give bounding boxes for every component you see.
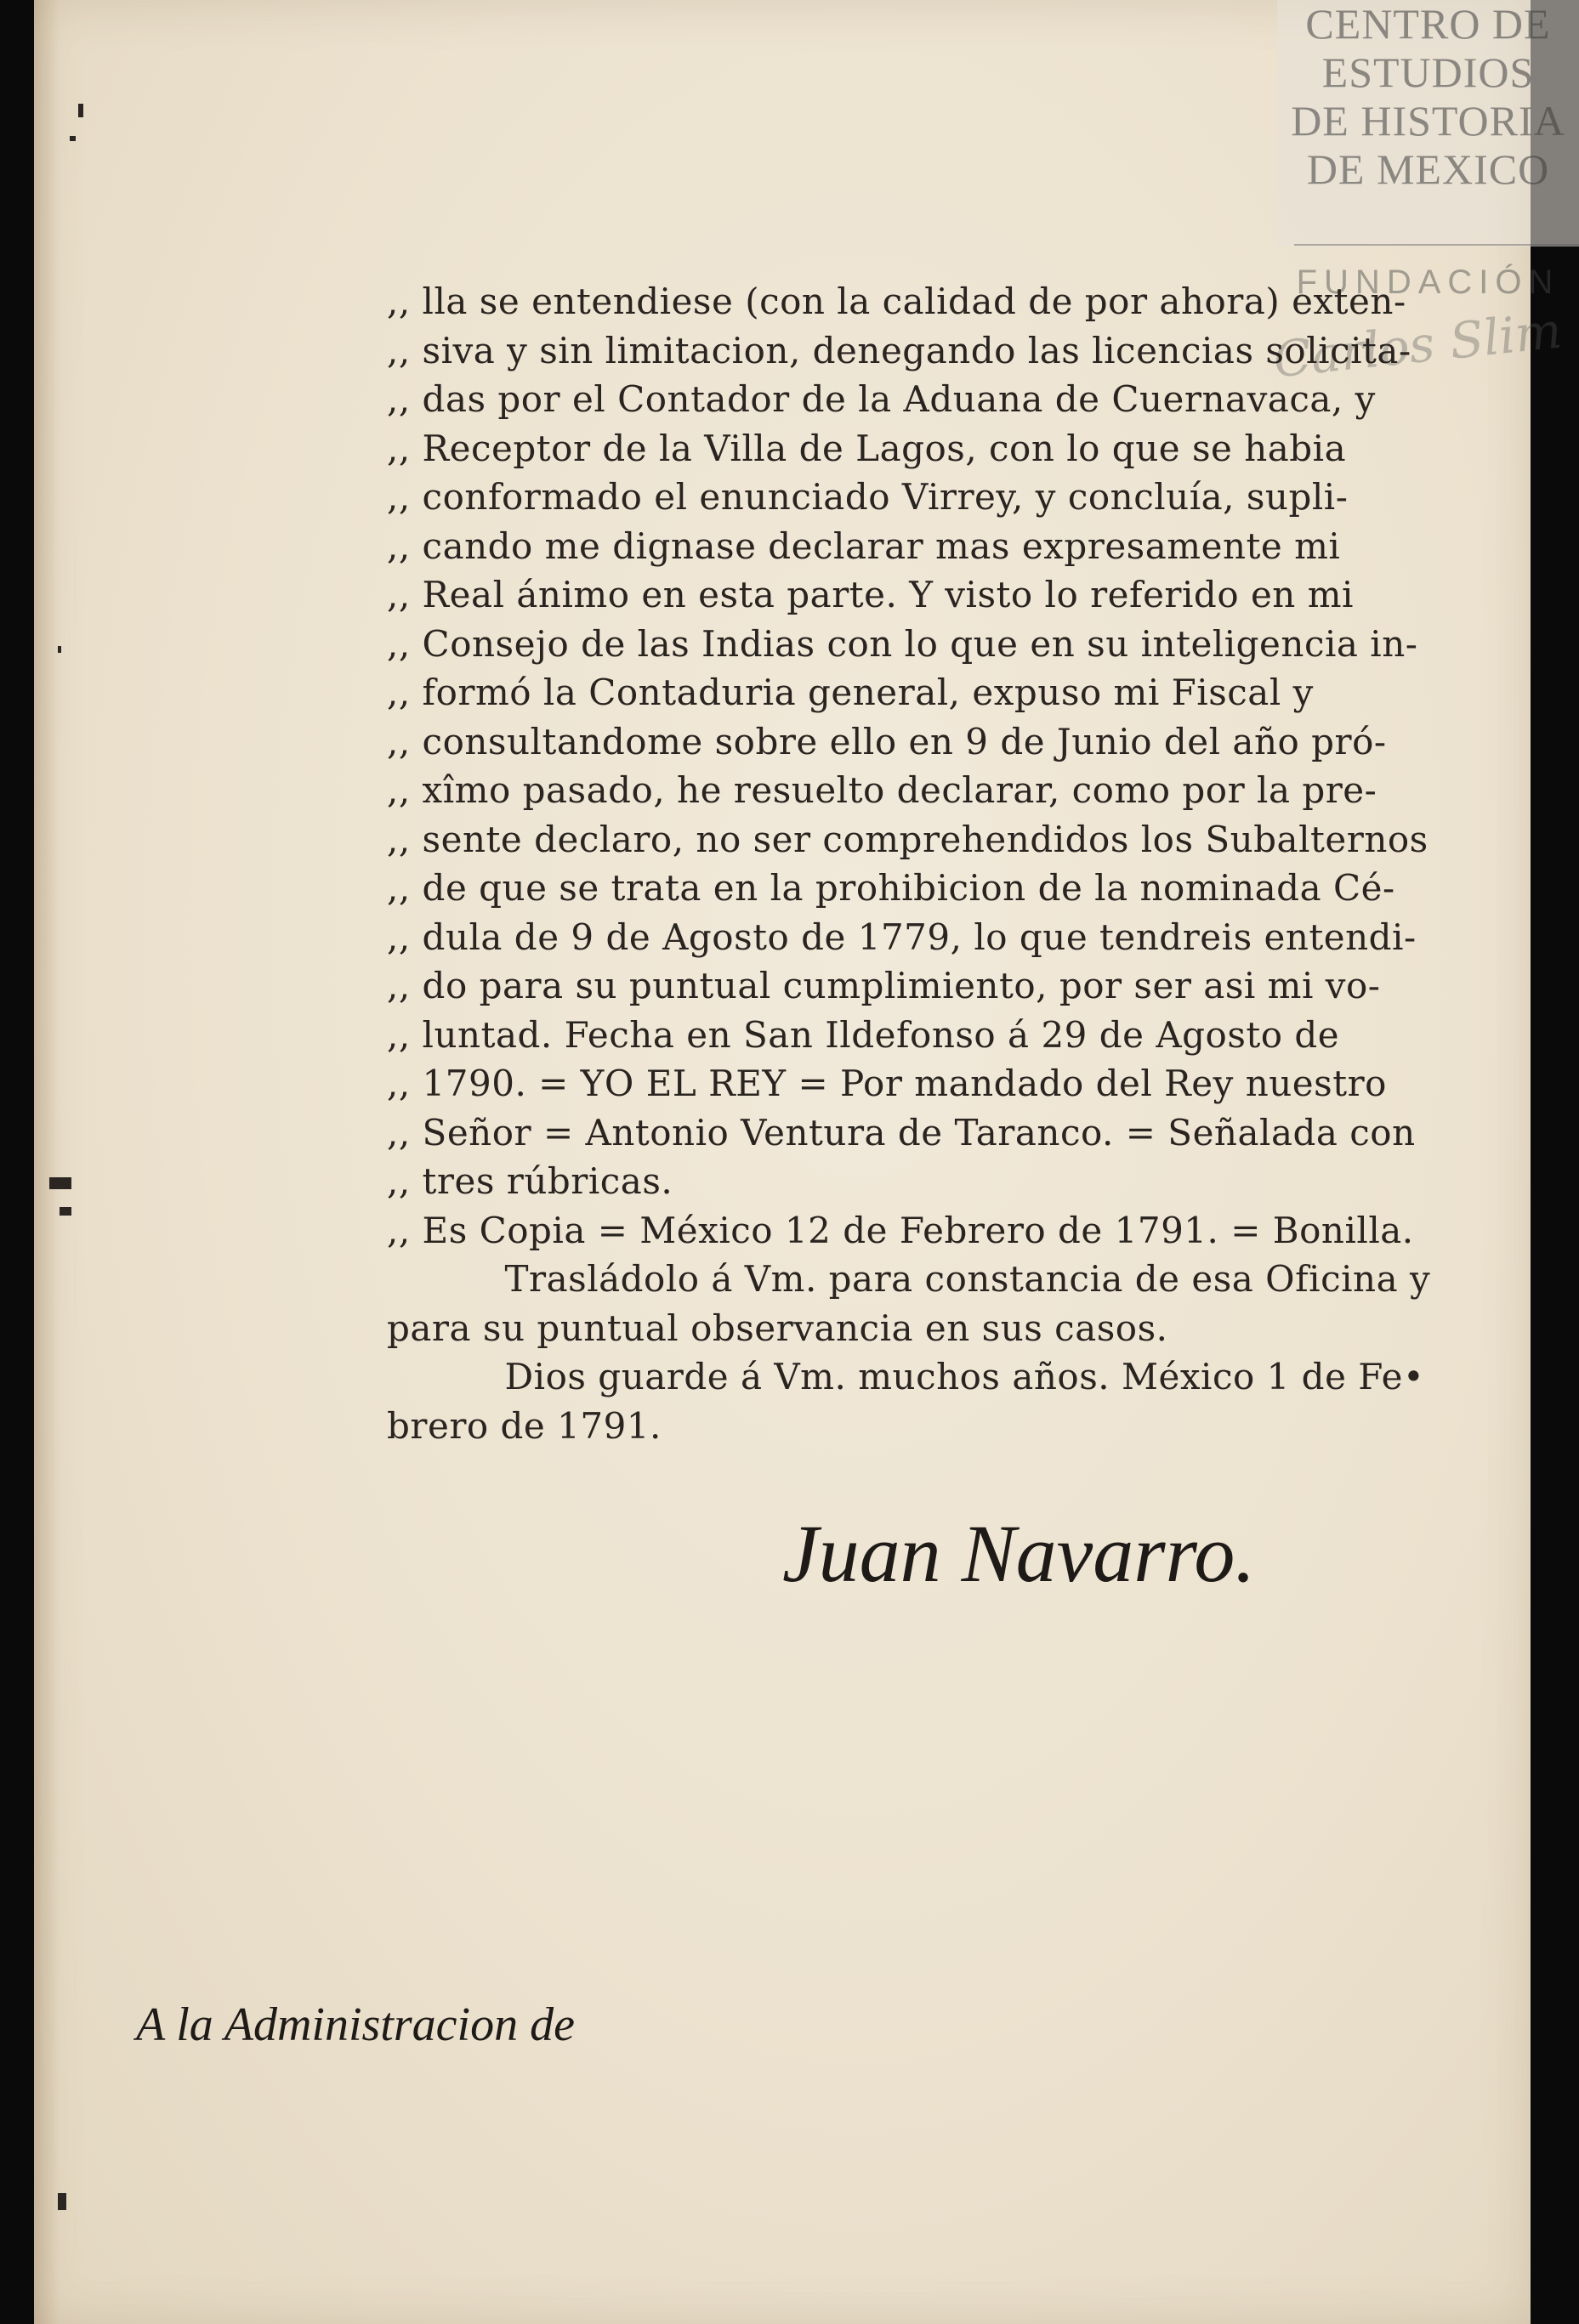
document-line: ,, lla se entendiese (con la calidad de por ahora) exten- — [387, 281, 1406, 322]
document-line: ,, dula de 9 de Agosto de 1779, lo que tendreis entendi- — [387, 915, 1417, 958]
document-line: ,, consultandome sobre ello en 9 de Junio del año pró- — [387, 720, 1387, 762]
document-line: ,, Receptor de la Villa de Lagos, con lo que se habia — [387, 427, 1347, 469]
document-line: ,, xîmo pasado, he resuelto declarar, como por la pre- — [387, 769, 1377, 811]
ink-mark — [58, 646, 61, 653]
watermark-line: ESTUDIOS — [1321, 48, 1535, 96]
document-line: ,, do para su puntual cumplimiento, por ser asi mi vo- — [387, 965, 1381, 1006]
document-line: ,, sente declaro, no ser comprehendidos los Subalternos — [387, 818, 1428, 860]
document-line: brero de 1791. — [387, 1404, 662, 1447]
watermark-line: DE MEXICO — [1306, 145, 1550, 193]
document-line: ,, formó la Contaduria general, expuso mi Fiscal y — [387, 672, 1314, 713]
addressee-line: A la Administracion de — [136, 1998, 575, 2051]
ink-mark — [70, 136, 76, 141]
document-line: ,, conformado el enunciado Virrey, y concluía, supli- — [387, 476, 1349, 518]
document-line: Trasládolo á Vm. para constancia de esa Oficina y — [387, 1258, 1431, 1300]
document-line: ,, das por el Contador de la Aduana de Cuernavaca, y — [387, 378, 1376, 420]
ink-mark — [60, 1207, 71, 1216]
signature: Juan Navarro. — [782, 1508, 1256, 1599]
document-line: ,, 1790. = YO EL REY = Por mandado del Rey nuestro — [387, 1063, 1387, 1104]
document-line: ,, Real ánimo en esta parte. Y visto lo referido en mi — [387, 574, 1354, 615]
watermark-foundation: FUNDACIÓN — [1296, 264, 1560, 301]
watermark-divider — [1294, 244, 1579, 246]
document-line: para su puntual observancia en sus casos. — [387, 1307, 1168, 1349]
ink-mark — [49, 1177, 71, 1189]
document-line: ,, de que se trata en la prohibicion de la nominada Cé- — [387, 867, 1395, 909]
document-line: ,, Consejo de las Indias con lo que en su inteligencia in- — [387, 622, 1418, 665]
document-line: ,, Es Copia = México 12 de Febrero de 1791. = Bonilla. — [387, 1209, 1414, 1251]
document-line: ,, tres rúbricas. — [387, 1160, 673, 1202]
archive-watermark — [1277, 0, 1579, 247]
document-line: Dios guarde á Vm. muchos años. México 1 de Fe• — [387, 1356, 1425, 1397]
watermark-line: CENTRO DE — [1305, 0, 1551, 48]
document-line: ,, cando me dignase declarar mas expresamente mi — [387, 524, 1341, 567]
document-line: ,, siva y sin limitacion, denegando las licencias solicita- — [387, 329, 1411, 371]
ink-mark — [78, 104, 83, 117]
watermark-signature: Carlos Slim — [1270, 301, 1565, 389]
ink-mark — [58, 2193, 66, 2210]
document-line: ,, Señor = Antonio Ventura de Taranco. = Señalada con — [387, 1111, 1416, 1153]
document-line: ,, luntad. Fecha en San Ildefonso á 29 de Agosto de — [387, 1013, 1340, 1056]
watermark-line: DE HISTORIA — [1291, 97, 1565, 145]
